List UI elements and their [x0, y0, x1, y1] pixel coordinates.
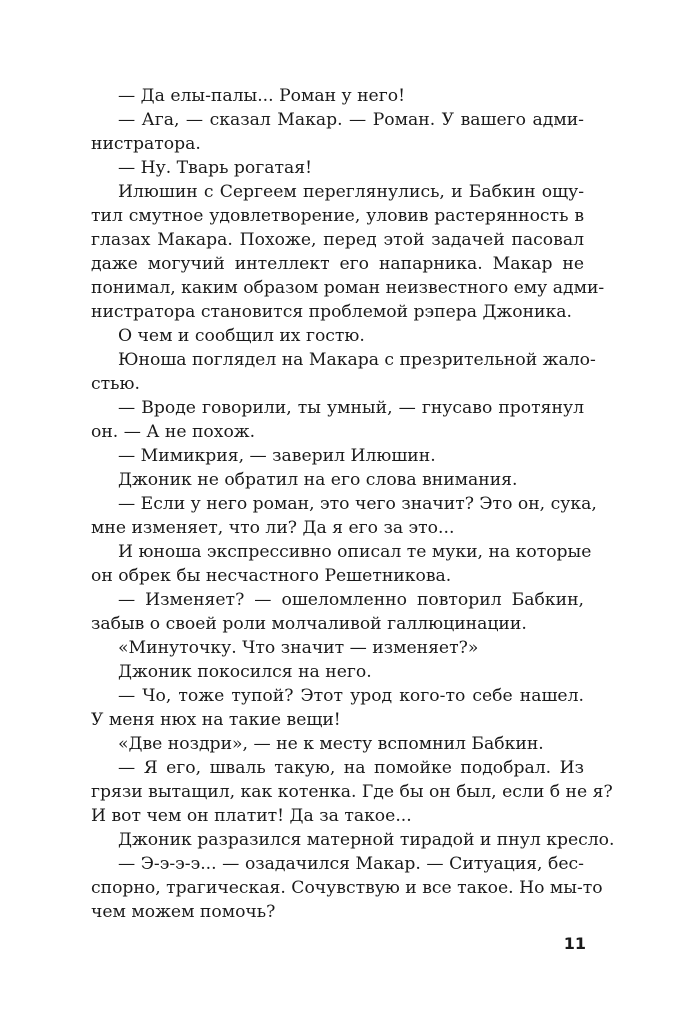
- text-line: — Я его, шваль такую, на помойке подобрал. Из: [118, 758, 584, 778]
- text-line: — Ну. Тварь рогатая!: [118, 158, 312, 178]
- text-line: И юноша экспрессивно описал те муки, на которые: [118, 542, 592, 562]
- text-line: О чем и сообщил их гостю.: [118, 326, 365, 346]
- text-line: Джоник не обратил на его слова внимания.: [118, 470, 518, 490]
- text-line: стью.: [91, 374, 140, 394]
- text-line: — Чо, тоже тупой? Этот урод кого-то себе нашел.: [118, 686, 584, 706]
- text-line: нистратора.: [91, 134, 201, 154]
- text-line: — Ага, — сказал Макар. — Роман. У вашего адми-: [118, 110, 584, 130]
- text-line: — Да елы-палы... Роман у него!: [118, 86, 405, 106]
- text-line: И вот чем он платит! Да за такое...: [91, 806, 412, 826]
- text-line: нистратора становится проблемой рэпера Джоника.: [91, 302, 572, 322]
- text-line: Илюшин с Сергеем переглянулись, и Бабкин ощу-: [118, 182, 584, 202]
- text-line: Джоник покосился на него.: [118, 662, 372, 682]
- text-line: он. — А не похож.: [91, 422, 256, 442]
- text-line: грязи вытащил, как котенка. Где бы он был, если б не я?: [91, 782, 613, 802]
- text-line: — Вроде говорили, ты умный, — гнусаво протянул: [118, 398, 584, 418]
- text-line: мне изменяет, что ли? Да я его за это...: [91, 518, 455, 538]
- text-line: Юноша поглядел на Макара с презрительной жало-: [118, 350, 596, 370]
- text-line: У меня нюх на такие вещи!: [91, 710, 341, 730]
- text-line: даже могучий интеллект его напарника. Макар не: [91, 254, 584, 274]
- text-line: «Две ноздри», — не к месту вспомнил Бабкин.: [118, 734, 544, 754]
- text-line: спорно, трагическая. Сочувствую и все такое. Но мы-то: [91, 878, 603, 898]
- text-line: — Если у него роман, это чего значит? Это он, сука,: [118, 494, 597, 514]
- text-line: глазах Макара. Похоже, перед этой задачей пасовал: [91, 230, 584, 250]
- page-number: 11: [563, 934, 586, 953]
- text-line: забыв о своей роли молчаливой галлюцинации.: [91, 614, 527, 634]
- text-line: — Мимикрия, — заверил Илюшин.: [118, 446, 436, 466]
- text-line: «Минуточку. Что значит — изменяет?»: [118, 638, 479, 658]
- text-line: тил смутное удовлетворение, уловив растерянность в: [91, 206, 584, 226]
- text-line: понимал, каким образом роман неизвестного ему адми-: [91, 278, 605, 298]
- text-line: чем можем помочь?: [91, 902, 276, 922]
- text-line: — Э-э-э-э... — озадачился Макар. — Ситуация, бес-: [118, 854, 584, 874]
- text-line: Джоник разразился матерной тирадой и пнул кресло.: [118, 830, 615, 850]
- text-line: — Изменяет? — ошеломленно повторил Бабкин,: [118, 590, 584, 610]
- text-line: он обрек бы несчастного Решетникова.: [91, 566, 452, 586]
